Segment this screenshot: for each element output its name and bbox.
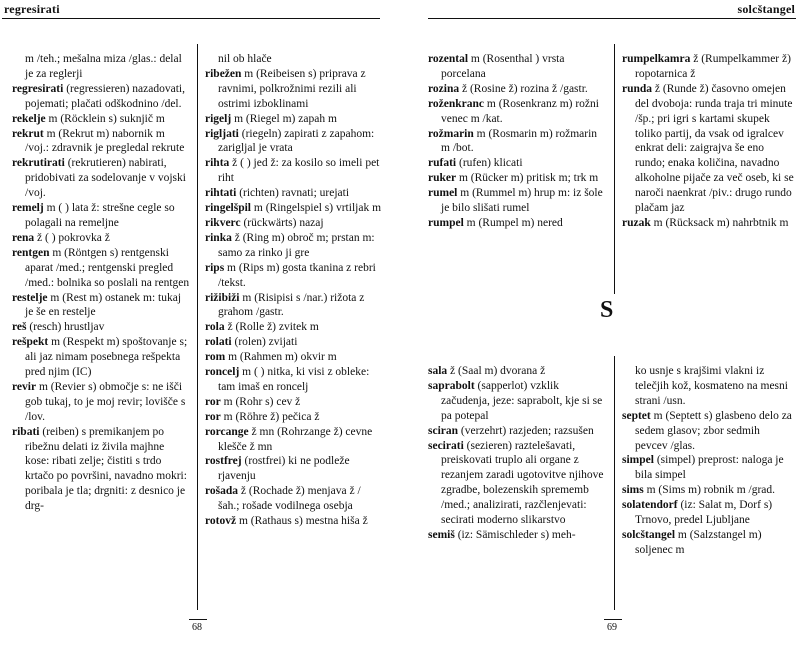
dictionary-entry bbox=[12, 380, 190, 425]
headword: rumpelkamra bbox=[622, 53, 691, 65]
dictionary-entry bbox=[205, 216, 381, 231]
headword: rikverc bbox=[205, 216, 241, 229]
headword: rumel bbox=[428, 187, 458, 200]
headword: rentgen bbox=[12, 246, 50, 259]
dictionary-entry bbox=[12, 156, 190, 201]
headword: sciran bbox=[428, 424, 459, 437]
definition: m (Septett s) glasbeno delo za sedem glasov; zbor sedmih pevcev /glas. bbox=[635, 409, 792, 452]
definition: m (Sims m) robnik m /grad. bbox=[646, 484, 776, 497]
dictionary-entry bbox=[205, 127, 381, 157]
dictionary-entry bbox=[205, 231, 381, 261]
dictionary-entry bbox=[622, 216, 794, 231]
definition: m /teh.; mešalna miza /glas.: delal je za reglerji bbox=[25, 53, 182, 80]
dictionary-entry bbox=[12, 231, 190, 246]
dictionary-entry bbox=[205, 335, 381, 350]
headword: saprabolt bbox=[428, 379, 475, 392]
dictionary-entry bbox=[12, 201, 190, 231]
dictionary-entry bbox=[12, 127, 190, 157]
dictionary-entry bbox=[428, 97, 606, 127]
definition: (sapperlot) vzklik začudenja, jeze: saprabolt, kje si se pa potepal bbox=[441, 379, 603, 422]
definition: m (Rips m) gosta tkanina z rebri /tekst. bbox=[218, 261, 376, 289]
definition: m (Salzstangel m) soljenec m bbox=[635, 528, 762, 556]
page-number-rule bbox=[189, 619, 207, 620]
dictionary-entry bbox=[12, 291, 190, 321]
definition: (rufen) klicati bbox=[458, 157, 523, 170]
dictionary-entry bbox=[205, 425, 381, 455]
definition: m (Röcklein s) suknjič m bbox=[48, 112, 165, 125]
dictionary-entry bbox=[205, 291, 381, 321]
dictionary-entry bbox=[622, 498, 794, 528]
headword: sims bbox=[622, 484, 644, 497]
definition: (rekrutieren) nabirati, pridobivati za sodelovanje v vojski /voj. bbox=[25, 157, 186, 200]
dictionary-entry bbox=[428, 171, 606, 186]
definition: ž (Rosine ž) rozina ž /gastr. bbox=[461, 82, 588, 95]
definition: (iz: Salat m, Dorf s) Trnovo, predel Ljubljane bbox=[635, 499, 773, 527]
headword: remelj bbox=[12, 202, 44, 215]
definition: m (Röntgen s) rentgenski aparat /med.; rentgenski pregled /med.: bolnika so poslali na rentgen bbox=[25, 246, 190, 289]
headword: rostfrej bbox=[205, 455, 242, 468]
headword: regresirati bbox=[12, 82, 64, 95]
dictionary-entry bbox=[205, 320, 381, 335]
headword: rihta bbox=[205, 157, 230, 170]
dictionary-entry bbox=[428, 52, 606, 82]
dictionary-entry bbox=[622, 82, 794, 216]
headword: solatendorf bbox=[622, 499, 678, 512]
definition: ž (Ring m) obroč m; prstan m: samo za rinko ji gre bbox=[218, 231, 375, 259]
headword: ringelšpil bbox=[205, 202, 252, 215]
left-page bbox=[0, 0, 393, 660]
definition: ž ( ) jed ž: za kosilo so imeli pet riht bbox=[218, 157, 380, 185]
definition: (rückwärts) nazaj bbox=[243, 216, 324, 229]
dictionary-entry bbox=[205, 52, 381, 67]
dictionary-entry bbox=[622, 52, 794, 82]
definition: m ( ) nitka, ki visi z obleke: tam imaš en roncelj bbox=[218, 366, 370, 393]
dictionary-entry bbox=[428, 82, 606, 97]
headword: ruzak bbox=[622, 216, 651, 229]
definition: m (Rumpel m) nered bbox=[466, 216, 563, 229]
dictionary-entry bbox=[428, 156, 606, 171]
definition: m (Rücksack m) nahrbtnik m bbox=[653, 216, 789, 229]
dictionary-entry bbox=[428, 439, 606, 528]
definition: m (Rücker m) pritisk m; trk m bbox=[458, 172, 599, 185]
headword: rotovž bbox=[205, 515, 237, 528]
headword: restelje bbox=[12, 291, 48, 304]
definition: m (Rahmen m) okvir m bbox=[228, 351, 337, 364]
dictionary-column-1-top bbox=[428, 52, 606, 231]
definition: (sezieren) raztelešavati, preiskovati truplo ali organe z rezanjem zaradi ugotovitve njihove zgradbe, bolezenskih sprememb /med.; analizirati, razčlenjevati: secirati moderno slikarstvo bbox=[441, 439, 604, 527]
definition: ž (Rumpelkammer ž) ropotarnica ž bbox=[635, 53, 791, 80]
definition: m (Respekt m) spoštovanje s; ali jaz nimam posebnega rešpekta pred njim (IC) bbox=[25, 336, 188, 379]
headword: rozental bbox=[428, 53, 469, 65]
dictionary-entry bbox=[12, 425, 190, 514]
definition: (resch) hrustljav bbox=[29, 321, 105, 334]
headword: ruker bbox=[428, 172, 457, 185]
headword: ribati bbox=[12, 425, 40, 438]
headword: reš bbox=[12, 321, 27, 334]
definition: nil ob hlače bbox=[218, 53, 272, 65]
dictionary-entry bbox=[428, 216, 606, 231]
headword: revir bbox=[12, 380, 37, 393]
dictionary-entry bbox=[428, 379, 606, 424]
headword: ribežen bbox=[205, 67, 242, 80]
header-rule bbox=[2, 18, 380, 19]
dictionary-entry bbox=[12, 246, 190, 291]
headword: roncelj bbox=[205, 366, 240, 379]
definition: m (Rathaus s) mestna hiša ž bbox=[238, 515, 368, 528]
definition: ž (Rochade ž) menjava ž /šah.; rošade vodilnega osebja bbox=[218, 485, 361, 513]
headword: rolati bbox=[205, 336, 232, 349]
column-divider-bottom bbox=[614, 356, 615, 610]
headword: rufati bbox=[428, 157, 457, 170]
definition: m (Röhre ž) pečica ž bbox=[223, 410, 320, 423]
dictionary-entry bbox=[205, 454, 381, 484]
headword: rorcange bbox=[205, 425, 249, 438]
dictionary-column-1-bottom bbox=[428, 364, 606, 543]
headword: rigelj bbox=[205, 112, 232, 125]
dictionary-entry bbox=[12, 112, 190, 127]
dictionary-entry bbox=[205, 365, 381, 395]
dictionary-entry bbox=[205, 186, 381, 201]
dictionary-entry bbox=[622, 364, 794, 409]
dictionary-column-2-top bbox=[622, 52, 794, 231]
headword: roženkranc bbox=[428, 97, 485, 110]
headword: solcštangel bbox=[622, 528, 676, 541]
dictionary-entry bbox=[12, 335, 190, 380]
dictionary-entry bbox=[205, 156, 381, 186]
headword: secirati bbox=[428, 439, 464, 452]
definition: m (Rosenthal ) vrsta porcelana bbox=[441, 53, 565, 80]
dictionary-column-2-bottom bbox=[622, 364, 794, 558]
right-page bbox=[416, 0, 809, 660]
definition: m (Revier s) območje s: ne išči gob tukaj, to je moj revir; lovišče s /lov. bbox=[25, 380, 186, 423]
headword: ror bbox=[205, 410, 221, 423]
definition: ž ( ) pokrovka ž bbox=[37, 231, 110, 244]
dictionary-entry bbox=[205, 350, 381, 365]
dictionary-entry bbox=[428, 424, 606, 439]
headword: rom bbox=[205, 351, 226, 364]
column-divider bbox=[197, 44, 198, 610]
definition: (simpel) preprost: naloga je bila simpel bbox=[635, 454, 784, 482]
dictionary-entry bbox=[12, 320, 190, 335]
definition: m (Reibeisen s) priprava z ravnimi, polkrožnimi rezili ali ostrimi izboklinami bbox=[218, 67, 366, 110]
definition: m (Rummel m) hrup m: iz šole je bilo slišati rumel bbox=[441, 187, 603, 215]
dictionary-entry bbox=[428, 186, 606, 216]
headword: rekrutirati bbox=[12, 157, 65, 170]
definition: m (Riegel m) zapah m bbox=[234, 112, 337, 125]
headword: semiš bbox=[428, 528, 455, 541]
definition: ž (Rolle ž) zvitek m bbox=[227, 321, 319, 334]
dictionary-entry bbox=[205, 201, 381, 216]
headword: rigljati bbox=[205, 127, 239, 140]
definition: (richten) ravnati; urejati bbox=[239, 187, 350, 200]
definition: (iz: Sämischleder s) meh- bbox=[457, 528, 576, 541]
headword: rola bbox=[205, 321, 225, 334]
headword: runda bbox=[622, 82, 653, 95]
dictionary-entry bbox=[205, 67, 381, 112]
dictionary-entry bbox=[428, 364, 606, 379]
column-divider-top bbox=[614, 44, 615, 294]
definition: (verzehrt) razjeden; razsušen bbox=[460, 424, 594, 437]
headword: simpel bbox=[622, 454, 654, 467]
headword: rekelje bbox=[12, 112, 46, 125]
page-number-rule bbox=[604, 619, 622, 620]
running-header-right: solcštangel bbox=[737, 2, 795, 16]
headword: rekrut bbox=[12, 127, 44, 140]
dictionary-entry bbox=[205, 395, 381, 410]
dictionary-column-2 bbox=[205, 52, 381, 529]
definition: (riegeln) zapirati z zapahom: zarigljal je vrata bbox=[218, 127, 375, 155]
headword: rošada bbox=[205, 485, 239, 498]
header-rule bbox=[428, 18, 796, 19]
headword: rumpel bbox=[428, 216, 464, 229]
page-number: 68 bbox=[192, 622, 202, 633]
definition: (regressieren) nazadovati, pojemati; plačati odškodnino /del. bbox=[25, 82, 185, 110]
dictionary-entry bbox=[205, 112, 381, 127]
definition: m (Rohr s) cev ž bbox=[223, 395, 301, 408]
dictionary-entry bbox=[12, 52, 190, 82]
definition: m (Rest m) ostanek m: tukaj je še en restelje bbox=[25, 291, 182, 319]
definition: ko usnje s krajšimi vlakni iz telečjih kož, kosmateno na mesni strani /usn. bbox=[635, 365, 788, 407]
definition: (reiben) s premikanjem po ribežnu delati iz živila majhne kose: ribati zelje; čistiti s trdo krtačo po površini, navadno mokri: poribala je tla; drgniti: z desnico je drg- bbox=[25, 425, 187, 513]
dictionary-entry bbox=[12, 82, 190, 112]
dictionary-entry bbox=[428, 528, 606, 543]
headword: rinka bbox=[205, 231, 232, 244]
definition: ž mn (Rohrzange ž) cevne klešče ž mn bbox=[218, 425, 373, 453]
definition: (rolen) zvijati bbox=[234, 336, 298, 349]
definition: m ( ) lata ž: strešne cegle so polagali na remeljne bbox=[25, 202, 175, 229]
dictionary-entry bbox=[205, 484, 381, 514]
headword: septet bbox=[622, 409, 651, 422]
definition: ž (Runde ž) časovno omejen del dvoboja: runda traja tri minute /šp.; pri igri s kartami skupek toliko partij, da vsak od igralcev enkrat deli: zaigrajva še eno rundo; enaka količina, navadno alkoholne pijače za več oseb, ki se naroči naenkrat /piv.: drugo rundo plačam jaz bbox=[635, 82, 794, 215]
headword: rihtati bbox=[205, 187, 237, 200]
headword: sala bbox=[428, 365, 448, 377]
dictionary-entry bbox=[622, 453, 794, 483]
dictionary-entry bbox=[205, 261, 381, 291]
definition: m (Rekrut m) nabornik m /voj.: zdravnik je pregledal rekrute bbox=[25, 127, 185, 155]
dictionary-entry bbox=[622, 409, 794, 454]
definition: m (Rosenkranz m) rožni venec m /kat. bbox=[441, 97, 599, 125]
headword: rešpekt bbox=[12, 336, 49, 349]
headword: rips bbox=[205, 261, 225, 274]
dictionary-entry bbox=[205, 514, 381, 529]
definition: (rostfrei) ki ne podleže rjavenju bbox=[218, 455, 350, 483]
dictionary-entry bbox=[205, 410, 381, 425]
headword: rižibiži bbox=[205, 291, 240, 304]
section-letter: S bbox=[600, 297, 614, 323]
definition: m (Rosmarin m) rožmarin m /bot. bbox=[441, 127, 598, 155]
headword: rozina bbox=[428, 82, 460, 95]
headword: rožmarin bbox=[428, 127, 474, 140]
page-number: 69 bbox=[607, 622, 617, 633]
headword: ror bbox=[205, 395, 221, 408]
definition: ž (Saal m) dvorana ž bbox=[450, 365, 546, 377]
dictionary-entry bbox=[622, 483, 794, 498]
dictionary-entry bbox=[622, 528, 794, 558]
definition: m (Ringelspiel s) vrtiljak m bbox=[253, 202, 382, 215]
dictionary-column-1 bbox=[12, 52, 190, 514]
dictionary-entry bbox=[428, 127, 606, 157]
headword: rena bbox=[12, 231, 35, 244]
running-header-left: regresirati bbox=[4, 2, 60, 16]
definition: m (Risipisi s /nar.) rižota z grahom /gastr. bbox=[218, 291, 365, 319]
